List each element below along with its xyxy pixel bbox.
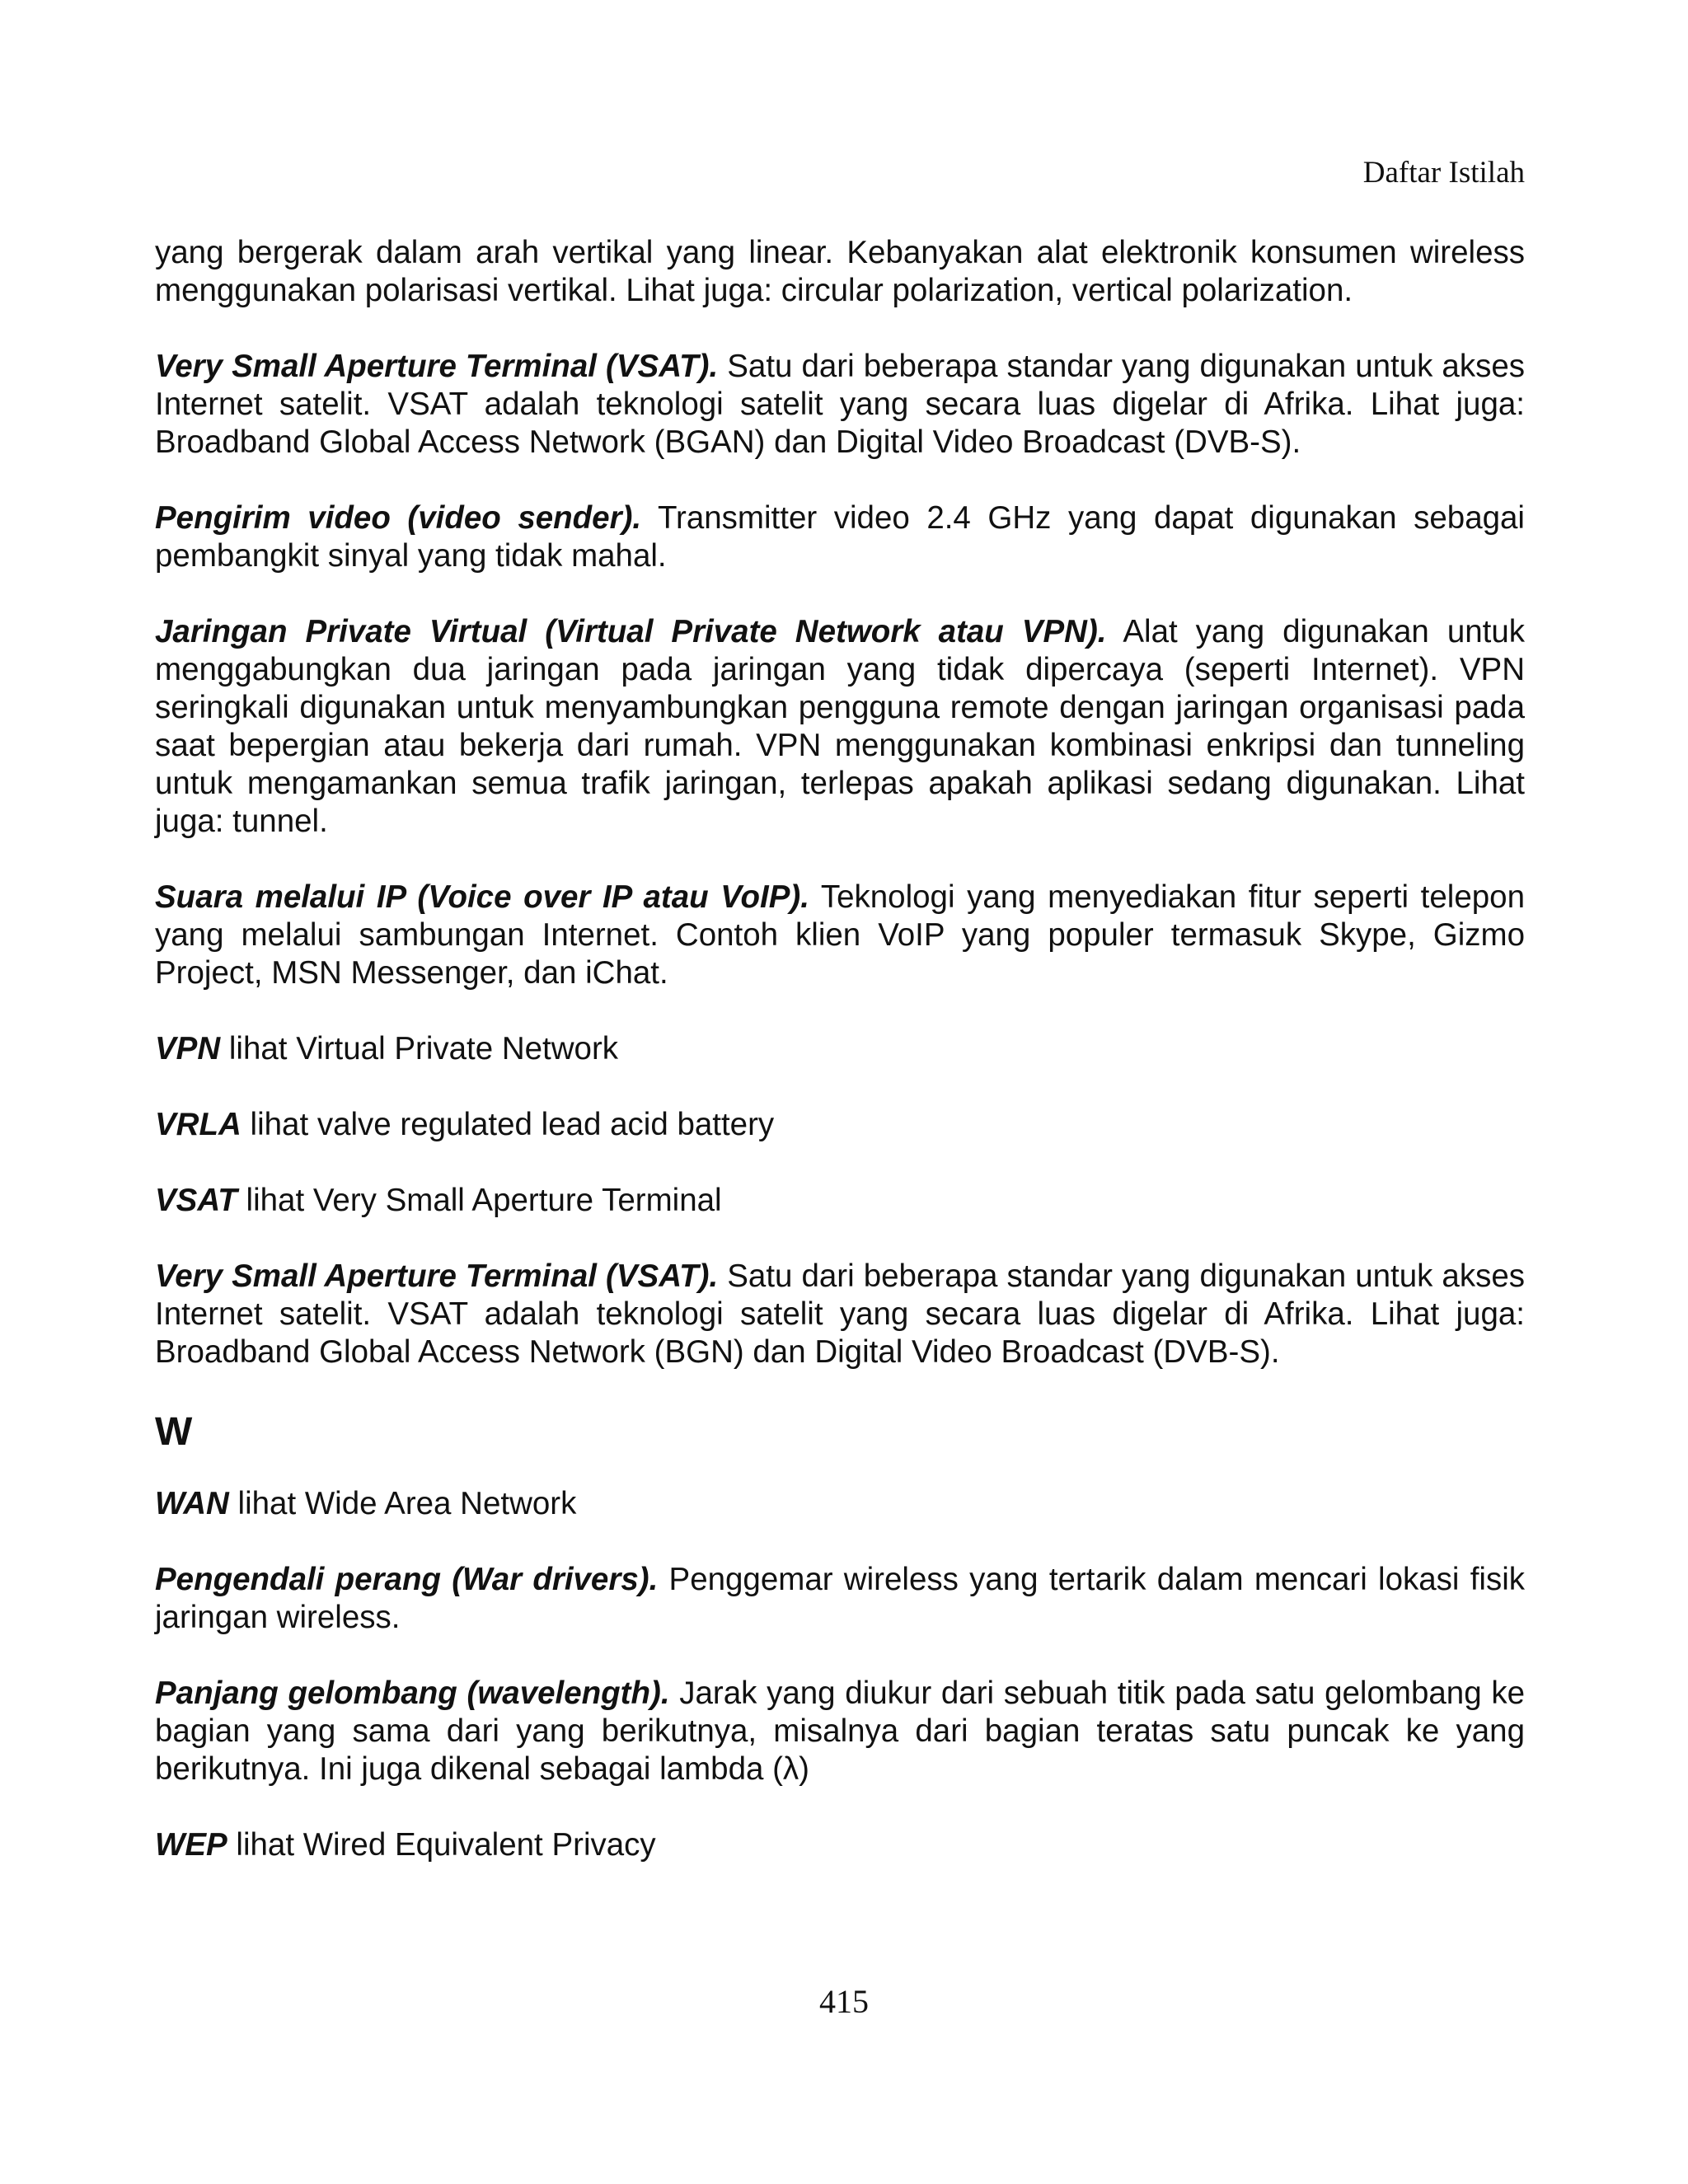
glossary-entry-vpn [155,613,1525,841]
glossary-entry-vsat [155,348,1525,462]
glossary-entry-wan-ref [155,1485,1525,1523]
entry-definition: yang bergerak dalam arah vertikal yang linear. Kebanyakan alat elektronik konsumen wireless menggunakan polarisasi vertikal. Lihat juga: circular polarization, vertical polarization. [155,235,1525,308]
glossary-entry-wavelength [155,1675,1525,1788]
entry-definition: Teknologi yang menyediakan fitur seperti telepon yang melalui sambungan Internet. Contoh klien VoIP yang populer termasuk Skype, Gizmo Project, MSN Messenger, dan iChat. [155,879,1525,991]
glossary-entry-vsat-ref [155,1182,1525,1220]
entry-definition: Satu dari beberapa standar yang digunakan untuk akses Internet satelit. VSAT adalah teknologi satelit yang secara luas digelar di Afrika. Lihat juga: Broadband Global Access Network (BGAN) dan Digital Video Broadcast (DVB-S). [155,349,1525,460]
entry-term: Very Small Aperture Terminal (VSAT). [155,1258,719,1294]
entry-term: Pengendali perang (War drivers). [155,1562,659,1597]
section-letter-heading: W [155,1410,193,1454]
entry-definition: Satu dari beberapa standar yang digunakan untuk akses Internet satelit. VSAT adalah teknologi satelit yang secara luas digelar di Afrika. Lihat juga: Broadband Global Access Network (BGN) dan Digital Video Broadcast (DVB-S). [155,1258,1525,1370]
entry-term: WEP [155,1827,227,1863]
entry-term: Jaringan Private Virtual (Virtual Private Network atau VPN). [155,614,1107,649]
entry-definition: lihat Virtual Private Network [220,1031,619,1066]
entry-definition: Penggemar wireless yang tertarik dalam mencari lokasi fisik jaringan wireless. [155,1562,1525,1635]
entry-definition: Jarak yang diukur dari sebuah titik pada satu gelombang ke bagian yang sama dari yang berikutnya, misalnya dari bagian teratas satu puncak ke yang berikutnya. Ini juga dikenal sebagai lambda (λ) [155,1675,1525,1787]
entry-term: Panjang gelombang (wavelength). [155,1675,670,1711]
entry-term: Suara melalui IP (Voice over IP atau VoIP). [155,879,809,915]
glossary-entry-vsat-repeat [155,1258,1525,1371]
entry-term: VRLA [155,1107,241,1142]
entry-definition: lihat Very Small Aperture Terminal [237,1183,722,1218]
glossary-entry-video-sender [155,499,1525,575]
glossary-entry-vpn-ref [155,1030,1525,1068]
running-header: Daftar Istilah [1362,156,1525,190]
entry-term: VSAT [155,1183,237,1218]
entry-definition: lihat Wired Equivalent Privacy [227,1827,656,1863]
entry-definition: Transmitter video 2.4 GHz yang dapat digunakan sebagai pembangkit sinyal yang tidak mahal. [155,500,1525,574]
entry-term: VPN [155,1031,221,1066]
entry-definition: lihat Wide Area Network [228,1486,577,1521]
entry-term: WAN [155,1486,229,1521]
entry-definition: Alat yang digunakan untuk menggabungkan dua jaringan pada jaringan yang tidak dipercaya (seperti Internet). VPN seringkali digunakan untuk menyambungkan pengguna remote dengan jaringan organisasi pada saat bepergian atau bekerja dari rumah. VPN menggunakan kombinasi enkripsi dan tunneling untuk mengamankan semua trafik jaringan, terlepas apakah aplikasi sedang digunakan. Lihat juga: tunnel. [155,614,1526,839]
page-number: 415 [819,1983,869,2020]
glossary-entry-wep-ref [155,1826,1525,1864]
glossary-entry-vrla-ref [155,1106,1525,1144]
glossary-content [155,234,1525,1902]
entry-term: Very Small Aperture Terminal (VSAT). [155,349,719,384]
entry-definition: lihat valve regulated lead acid battery [241,1107,775,1142]
glossary-entry-continuation [155,234,1525,310]
glossary-entry-war-drivers [155,1561,1525,1637]
glossary-entry-voip [155,879,1525,992]
entry-term: Pengirim video (video sender). [155,500,642,536]
